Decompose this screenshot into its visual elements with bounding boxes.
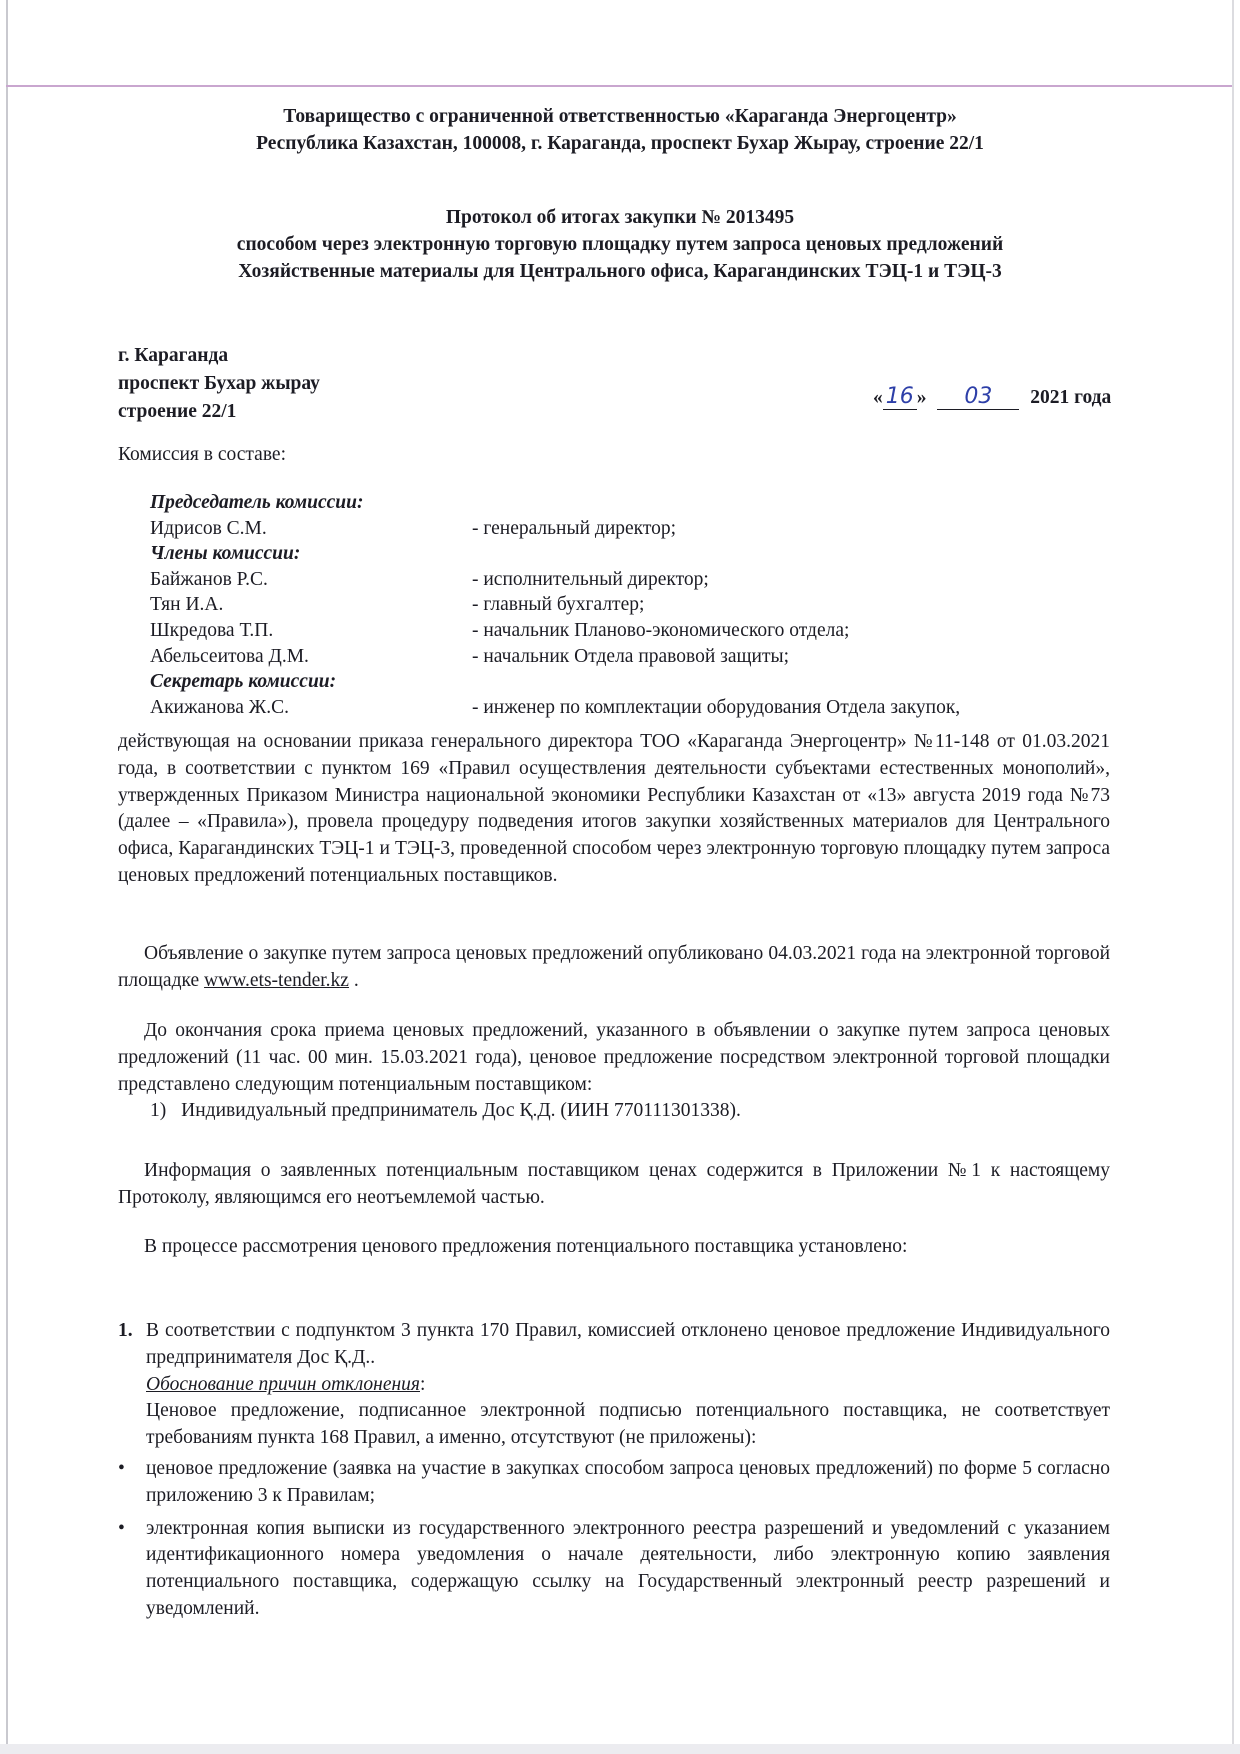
- member-role: - генеральный директор;: [472, 517, 677, 539]
- member-role: - инженер по комплектации оборудования Отдела закупок,: [472, 696, 961, 718]
- date-day-field: [883, 384, 917, 410]
- member-name: Абельсеитова Д.М.: [150, 645, 309, 667]
- member-name: Идрисов С.М.: [150, 517, 267, 539]
- list-item: [118, 1456, 1110, 1510]
- decision-item: [118, 1318, 1110, 1629]
- place-block: [118, 342, 320, 426]
- committee-row: [150, 592, 1100, 618]
- bullet-icon: •: [118, 1457, 125, 1479]
- member-name: Шкредова Т.П.: [150, 619, 274, 641]
- supplier-text: Индивидуальный предприниматель Дос Қ.Д. (ИИН 770111301338).: [181, 1100, 741, 1121]
- place-building: строение 22/1: [118, 401, 237, 422]
- member-role: - главный бухгалтер;: [472, 594, 645, 616]
- decision-number: 1.: [118, 1320, 133, 1341]
- date-open-quote: «: [873, 387, 883, 408]
- top-rule: [6, 85, 1232, 87]
- procurement-subject: Хозяйственные материалы для Центрального офиса, Карагандинских ТЭЦ-1 и ТЭЦ-3: [238, 261, 1002, 282]
- bullet-icon: •: [118, 1517, 125, 1539]
- paragraph-received: До окончания срока приема ценовых предложений, указанного в объявлении о закупке путем запроса ценовых предложений (11 час. 00 мин. 15.03.2021 года), ценовое предложение посредством электронной торговой площадки представлено следующим потенциальным поставщиком:: [118, 1020, 1110, 1095]
- procurement-method: способом через электронную торговую площадку путем запроса ценовых предложений: [236, 234, 1004, 255]
- supplier-item: [150, 1098, 741, 1125]
- paragraph-basis: действующая на основании приказа генерального директора ТОО «Караганда Энергоцентр» №11-148 от 01.03.2021 года, в соответствии с пунктом 169 «Правил осуществления деятельности субъектами естественных монополий», утвержденных Приказом Министра национальной экономики Республики Казахстан от «13» августа 2019 года №73 (далее – «Правила»), провела процедуру подведения итогов закупки хозяйственных материалов для Центрального офиса, Карагандинских ТЭЦ-1 и ТЭЦ-3, проведенной способом через электронную торговую площадку путем запроса ценовых предложений потенциальных поставщиков.: [118, 731, 1110, 886]
- members-heading: Члены комиссии:: [150, 543, 301, 565]
- member-role: - исполнительный директор;: [472, 568, 709, 590]
- tender-site-link[interactable]: www.ets-tender.kz: [204, 969, 349, 991]
- missing-documents-list: [118, 1456, 1110, 1623]
- list-item-text: электронная копия выписки из государственного электронного реестра разрешений и уведомлений с указанием идентификационного номера уведомления о начале деятельности, либо электронную копию заявления потенциального поставщика, содержащую ссылку на Государственный электронный реестр разрешений и уведомлений.: [146, 1517, 1110, 1619]
- list-item: [118, 1516, 1110, 1623]
- announcement-text: Объявление о закупке путем запроса ценовых предложений опубликовано 04.03.2021 года на электронной торговой площадке: [118, 943, 1110, 991]
- paragraph-announcement: [118, 941, 1110, 995]
- decision-text: В соответствии с подпунктом 3 пункта 170 Правил, комиссией отклонено ценовое предложение Индивидуального предпринимателя Дос Қ.Д..: [146, 1320, 1110, 1368]
- member-name: Акижанова Ж.С.: [150, 696, 290, 718]
- committee-row: [150, 516, 1100, 542]
- committee-row: [150, 618, 1100, 644]
- member-role: - начальник Планово-экономического отдела;: [472, 619, 850, 641]
- paragraph-info: Информация о заявленных потенциальным поставщиком ценах содержится в Приложении №1 к настоящему Протоколу, являющимся его неотъемлемой частью.: [118, 1160, 1110, 1208]
- committee-row: [150, 644, 1100, 670]
- date-month-field: [937, 384, 1019, 410]
- committee-row: [150, 695, 1100, 721]
- secretary-heading: Секретарь комиссии:: [150, 671, 337, 693]
- protocol-title: [0, 204, 1240, 285]
- committee-row: [150, 567, 1100, 593]
- company-address: Республика Казахстан, 100008, г. Караганда, проспект Бухар Жырау, строение 22/1: [256, 133, 984, 154]
- chair-heading: Председатель комиссии:: [150, 492, 364, 513]
- date-month: 03: [964, 384, 993, 409]
- commission-intro: Комиссия в составе:: [118, 444, 286, 465]
- list-item-text: ценовое предложение (заявка на участие в закупках способом запроса ценовых предложений) по форме 5 согласно приложению 3 к Правилам;: [146, 1457, 1110, 1506]
- member-name: Тян И.А.: [150, 594, 224, 616]
- member-role: - начальник Отдела правовой защиты;: [472, 645, 789, 667]
- date-day: 16: [885, 384, 914, 409]
- decision-reason-text: Ценовое предложение, подписанное электронной подписью потенциального поставщика, не соответствует требованиям пункта 168 Правил, а именно, отсутствуют (не приложены):: [146, 1400, 1110, 1449]
- paragraph-review: В процессе рассмотрения ценового предложения потенциального поставщика установлено:: [144, 1236, 908, 1257]
- protocol-number: Протокол об итогах закупки № 2013495: [445, 207, 795, 228]
- committee-list: [150, 490, 1100, 720]
- company-header: [0, 103, 1240, 157]
- scan-bottom-edge: [0, 1744, 1240, 1754]
- date-year: 2021 года: [1030, 387, 1112, 408]
- place-city: г. Караганда: [118, 345, 229, 366]
- protocol-date: [873, 384, 1111, 410]
- decision-reason-heading: [146, 1372, 1110, 1399]
- place-street: проспект Бухар жырау: [118, 373, 320, 394]
- company-name: Товарищество с ограниченной ответственностью «Караганда Энергоцентр»: [283, 106, 957, 127]
- announcement-end: .: [348, 969, 359, 991]
- reason-label: Обоснование причин отклонения: [146, 1373, 420, 1395]
- supplier-number: 1): [150, 1100, 167, 1121]
- supplier-list: [150, 1098, 741, 1125]
- reason-colon: :: [420, 1373, 426, 1395]
- date-close-quote: »: [916, 387, 927, 408]
- member-name: Байжанов Р.С.: [150, 568, 268, 590]
